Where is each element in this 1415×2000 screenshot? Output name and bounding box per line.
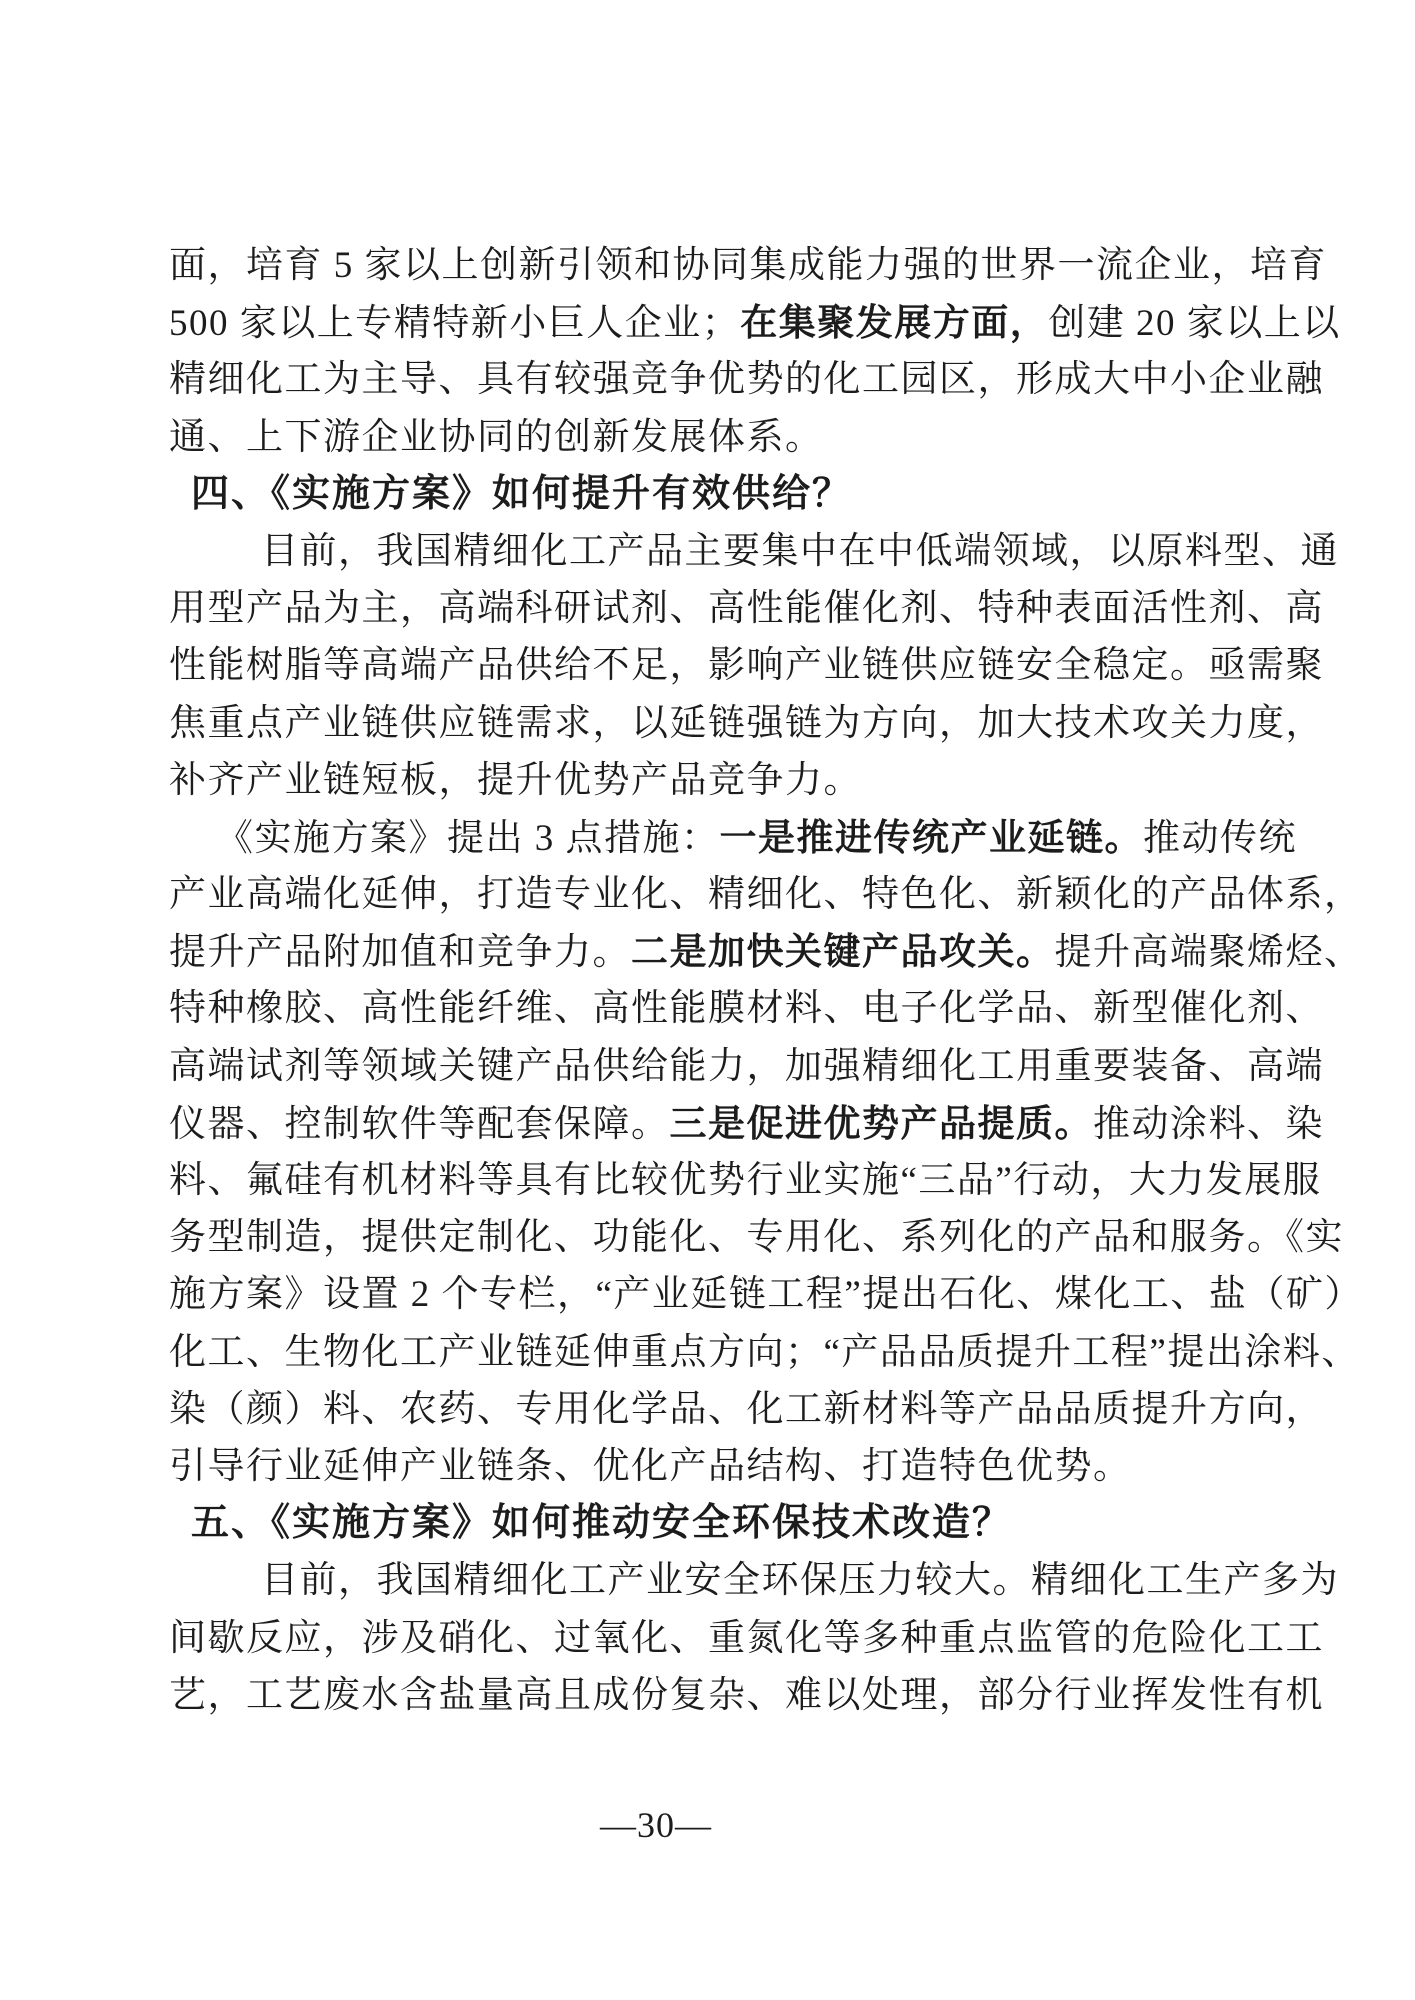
text-run: 创建 20 家以上以 [1048,303,1341,345]
section-heading [169,1495,1269,1552]
document-line [169,523,1339,580]
text-run: 特种橡胶、高性能纤维、高性能膜材料、电子化学品、新型催化剂、 [169,988,1324,1030]
text-run: 染（颜）料、农药、专用化学品、化工新材料等产品品质提升方向， [169,1388,1324,1430]
document-line [169,351,1324,408]
text-run: 施方案》设置 2 个专栏，“产业延链工程”提出石化、煤化工、盐（矿） [169,1274,1363,1316]
document-line [169,1038,1324,1095]
bold-text-run: 三是促进优势产品提质。 [669,1102,1093,1144]
bold-text-run: 四、《实施方案》如何提升有效供给？ [191,472,853,515]
text-run: 间歇反应，涉及硝化、过氧化、重氮化等多种重点监管的危险化工工 [169,1617,1324,1659]
document-line [169,752,1269,809]
document-line [169,1095,1324,1152]
text-run: 《实施方案》提出 3 点措施： [216,817,720,859]
document-line [169,923,1363,980]
document-line [169,866,1363,923]
text-run: 面，培育 5 家以上创新引领和协同集成能力强的世界一流企业，培育 [169,245,1327,286]
document-line [169,1381,1324,1438]
document-line [169,809,1297,866]
document-line [169,1266,1363,1323]
text-run: 推动传统 [1143,817,1297,859]
document-line [169,980,1324,1037]
text-run: 目前，我国精细化工产业安全环保压力较大。精细化工生产多为 [261,1560,1339,1602]
document-line [169,1209,1344,1266]
document-text [169,237,1363,1724]
text-run: 目前，我国精细化工产品主要集中在中低端领域，以原料型、通 [261,530,1339,572]
text-run: 用型产品为主，高端科研试剂、高性能催化剂、特种表面活性剂、高 [169,588,1324,630]
text-run: 化工、生物化工产业链延伸重点方向；“产品品质提升工程”提出涂料、 [169,1331,1360,1373]
document-line [169,1610,1324,1667]
text-run: 艺，工艺废水含盐量高且成份复杂、难以处理，部分行业挥发性有机 [169,1674,1324,1716]
bold-text-run: 一是推进传统产业延链。 [719,816,1143,858]
document-line [169,1438,1269,1495]
document-line [169,237,1327,294]
text-run: 通、上下游企业协同的创新发展体系。 [169,416,824,458]
document-line [169,409,1269,466]
document-line [169,695,1324,752]
text-run: 精细化工为主导、具有较强竞争优势的化工园区，形成大中小企业融 [169,359,1324,401]
document-line [169,1667,1324,1724]
text-run: 料、氟硅有机材料等具有比较优势行业实施“三品”行动，大力发展服 [169,1160,1322,1201]
bold-text-run: 五、《实施方案》如何推动安全环保技术改造？ [191,1502,1013,1545]
text-run: 提升高端聚烯烃、 [1054,932,1363,974]
text-run: 引导行业延伸产业链条、优化产品结构、打造特色优势。 [169,1445,1132,1487]
text-run: 性能树脂等高端产品供给不足，影响产业链供应链安全稳定。亟需聚 [169,645,1324,687]
text-run: 提升产品附加值和竞争力。 [169,932,631,974]
text-run: 仪器、控制软件等配套保障。 [169,1103,670,1145]
text-run: 500 家以上专精特新小巨人企业； [169,303,741,345]
bold-text-run: 二是加快关键产品攻关。 [631,931,1055,973]
document-line [169,1552,1339,1609]
section-heading [169,466,1269,523]
bold-text-run: 在集聚发展方面， [740,302,1049,344]
document-line [169,294,1341,351]
document-line [169,637,1324,694]
document-line [169,580,1324,637]
document-line [169,1324,1360,1381]
text-run: 产业高端化延伸，打造专业化、精细化、特色化、新颖化的产品体系， [169,874,1363,916]
page-number: —30— [600,1805,712,1845]
text-run: 焦重点产业链供应链需求，以延链强链为方向，加大技术攻关力度， [169,702,1324,744]
text-run: 推动涂料、染 [1093,1103,1324,1145]
text-run: 高端试剂等领域关键产品供给能力，加强精细化工用重要装备、高端 [169,1045,1324,1087]
text-run: 补齐产业链短板，提升优势产品竞争力。 [169,759,862,801]
text-run: 务型制造，提供定制化、功能化、专用化、系列化的产品和服务。《实 [169,1217,1344,1259]
document-line [169,1152,1322,1209]
